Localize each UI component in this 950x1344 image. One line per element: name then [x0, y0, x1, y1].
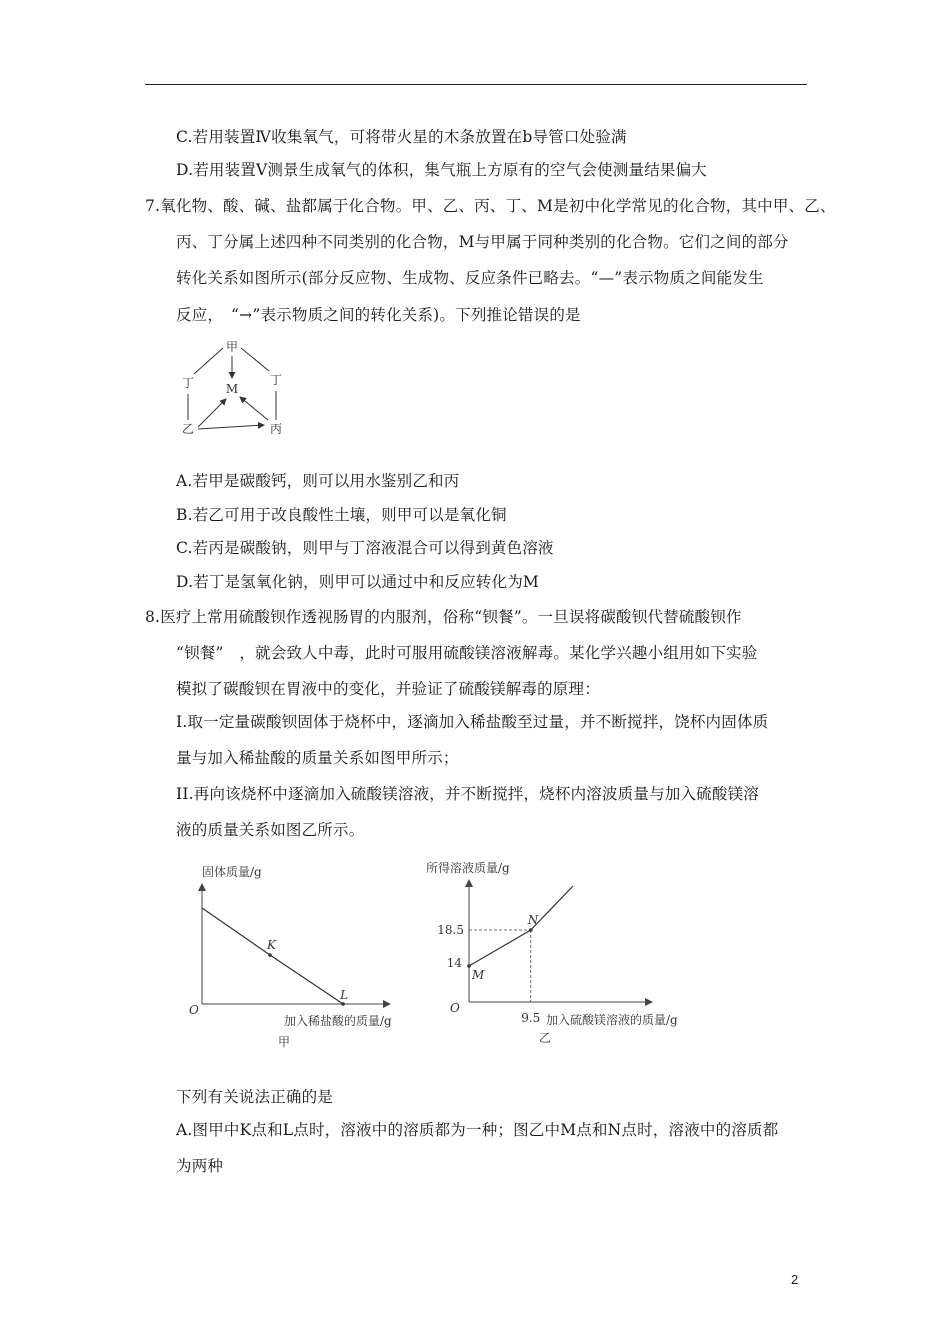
chart-yi-title: 乙 — [539, 1031, 552, 1045]
relation-diagram — [176, 338, 296, 440]
chart-jia-xlabel: 加入稀盐酸的质量/g — [284, 1014, 392, 1028]
page-number: 2 — [791, 1272, 799, 1287]
chart-yi-xtick-9-5: 9.5 — [521, 1011, 541, 1025]
chart-yi-origin: O — [450, 1001, 460, 1015]
option-6c: C.若用装置Ⅳ收集氧气，可将带火星的木条放置在b导管口处验满 — [176, 128, 627, 146]
question-7-line-2: 丙、丁分属上述四种不同类别的化合物，M与甲属于同种类别的化合物。它们之间的部分 — [176, 233, 789, 251]
option-8a-line-1: A.图甲中K点和L点时，溶液中的溶质都为一种；图乙中M点和N点时，溶液中的溶质都 — [176, 1121, 779, 1139]
option-6d: D.若用装置Ⅴ测景生成氧气的体积，集气瓶上方原有的空气会使测量结果偏大 — [176, 161, 707, 179]
question-7-line-3: 转化关系如图所示(部分反应物、生成物、反应条件已略去。“—”表示物质之间能发生 — [176, 269, 764, 287]
option-7d: D.若丁是氢氧化钠，则甲可以通过中和反应转化为M — [176, 573, 539, 591]
chart-jia-origin: O — [189, 1003, 199, 1017]
chart-yi-ytick-14: 14 — [446, 956, 462, 970]
chart-jia-point-k — [268, 953, 272, 957]
option-7c: C.若丙是碳酸钠，则甲与丁溶液混合可以得到黄色溶液 — [176, 539, 554, 557]
option-8a-line-2: 为两种 — [176, 1157, 224, 1175]
step-1-line-2: 量与加入稀盐酸的质量关系如图甲所示； — [176, 749, 459, 767]
question-8-line-3: 模拟了碳酸钡在胃液中的变化，并验证了硫酸镁解毒的原理： — [176, 680, 600, 698]
chart-yi-label-n: N — [527, 913, 539, 927]
chart-yi-ytick-18-5: 18.5 — [437, 923, 464, 937]
chart-yi-ylabel: 所得溶液质量/g — [426, 861, 510, 875]
chart-jia-label-k: K — [267, 938, 276, 953]
chart-yi-xlabel: 加入硫酸镁溶液的质量/g — [546, 1013, 678, 1027]
chart-yi — [426, 852, 740, 1054]
question-7-line-4: 反应， “→”表示物质之间的转化关系)。下列推论错误的是 — [176, 306, 581, 324]
node-jia: 甲 — [225, 340, 239, 354]
step-2-line-1: II.再向该烧杯中逐滴加入硫酸镁溶液，并不断搅拌，烧杯内溶波质量与加入硫酸镁溶 — [176, 785, 759, 803]
node-m: M — [225, 382, 239, 396]
step-2-line-2: 液的质量关系如图乙所示。 — [176, 821, 365, 839]
chart-yi-point-m — [467, 964, 471, 968]
chart-jia-ylabel: 固体质量/g — [202, 865, 262, 879]
option-7b: B.若乙可用于改良酸性土壤，则甲可以是氧化铜 — [176, 506, 507, 524]
chart-yi-label-m: M — [472, 968, 485, 982]
node-ding-right: 丁 — [269, 373, 283, 387]
chart-jia — [180, 852, 430, 1054]
chart-yi-point-n — [529, 928, 533, 932]
node-ding-left: 丁 — [181, 376, 195, 390]
chart-jia-series-line — [202, 908, 343, 1004]
chart-jia-label-l: L — [340, 988, 349, 1002]
node-yi: 乙 — [181, 422, 195, 436]
question-8-line-1: 8.医疗上常用硫酸钡作透视肠胃的内服剂，俗称“钡餐”。一旦误将碳酸钡代替硫酸钡作 — [145, 608, 742, 626]
chart-yi-series-line — [469, 886, 573, 966]
chart-jia-point-l — [341, 1002, 345, 1006]
question-8-prompt: 下列有关说法正确的是 — [176, 1088, 334, 1106]
node-bing: 丙 — [269, 422, 283, 436]
question-7-line-1: 7.氧化物、酸、碱、盐都属于化合物。甲、乙、丙、丁、M是初中化学常见的化合物，其中甲、乙、 — [145, 197, 836, 215]
header-rule — [145, 84, 807, 85]
chart-jia-title: 甲 — [278, 1035, 291, 1049]
step-1-line-1: I.取一定量碳酸钡固体于烧杯中，逐滴加入稀盐酸至过量，并不断搅拌，饶杯内固体质 — [176, 713, 769, 731]
question-8-line-2: “钡餐” ，就会致人中毒，此时可服用硫酸镁溶液解毒。某化学兴趣小组用如下实验 — [176, 644, 758, 662]
option-7a: A.若甲是碳酸钙，则可以用水鉴别乙和丙 — [176, 472, 460, 490]
